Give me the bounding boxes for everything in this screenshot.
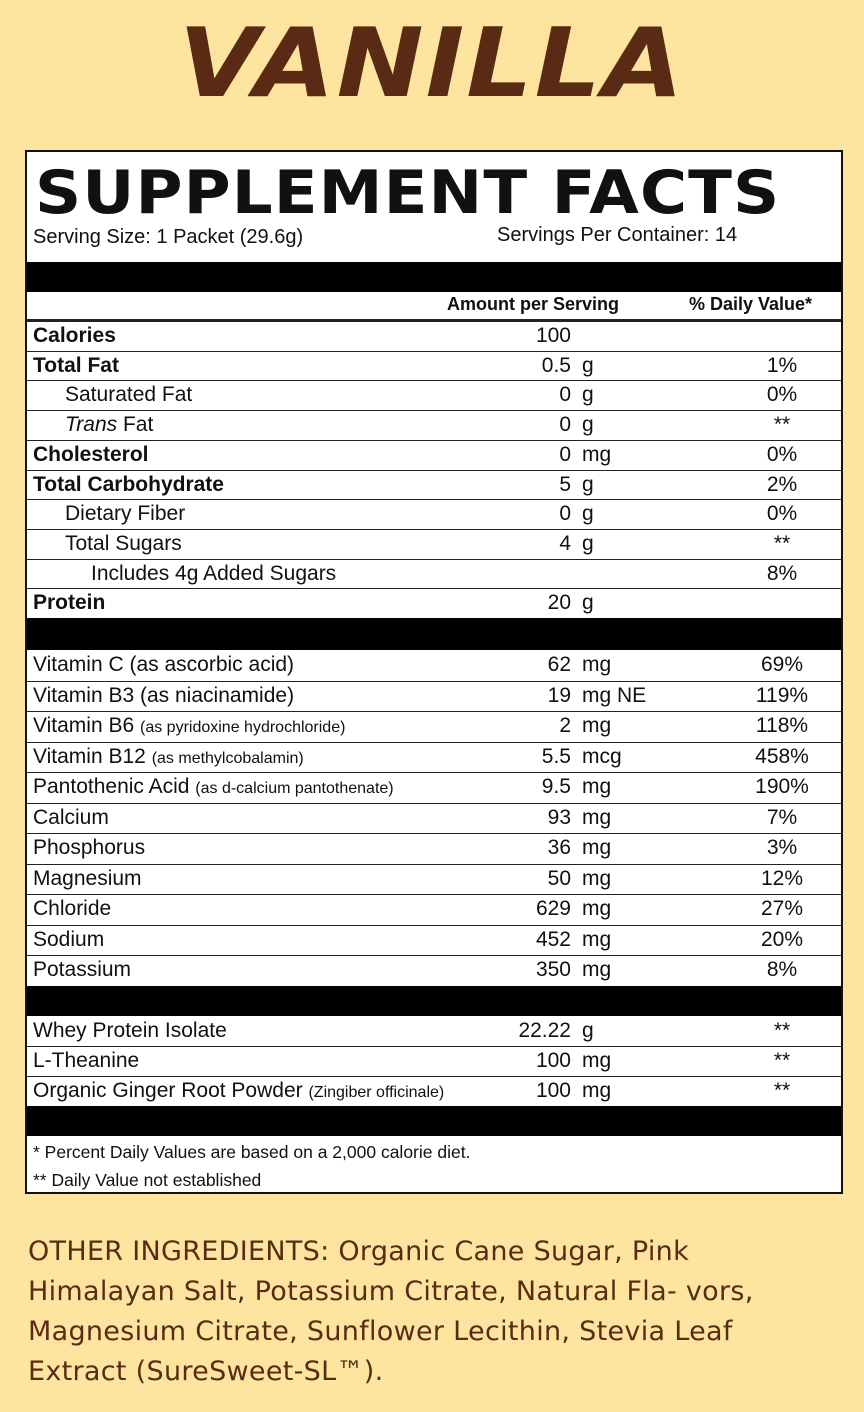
row-daily-value: 0% — [766, 383, 798, 407]
table-row — [27, 742, 841, 773]
row-amount: 93 — [547, 805, 571, 829]
table-row — [27, 894, 841, 925]
facts-heading: SUPPLEMENT FACTS — [35, 158, 781, 228]
table-row — [27, 499, 841, 529]
row-label — [65, 499, 185, 529]
table-row — [27, 470, 841, 500]
row-divider — [27, 588, 841, 589]
table-row — [27, 588, 841, 618]
row-label — [33, 681, 294, 712]
supplement-facts-panel — [25, 150, 843, 1194]
row-label-text: Vitamin B3 (as niacinamide) — [33, 683, 295, 707]
row-label-text: Total Sugars — [65, 531, 182, 555]
servings-per-container: Servings Per Container: 14 — [497, 224, 738, 246]
row-label-text: Chloride — [33, 897, 112, 920]
row-label — [33, 1046, 139, 1076]
row-label-text: Includes 4g Added Sugars — [91, 561, 337, 585]
row-label-rest: Fat — [117, 413, 154, 437]
row-label-text: Total Carbohydrate — [33, 472, 224, 496]
row-unit: g — [582, 591, 594, 615]
row-label-text: Sodium — [33, 927, 105, 951]
row-daily-value: ** — [773, 531, 791, 555]
row-label-text: L-Theanine — [33, 1049, 140, 1072]
table-row — [27, 711, 841, 742]
row-divider — [27, 864, 841, 865]
row-unit: mg — [582, 442, 612, 466]
row-amount: 0 — [559, 413, 571, 437]
row-unit: mg — [582, 714, 612, 737]
row-unit: mcg — [582, 744, 622, 768]
serving-size: Serving Size: 1 Packet (29.6g) — [33, 226, 304, 248]
row-label — [33, 440, 149, 470]
row-divider — [27, 925, 841, 926]
row-amount: 452 — [535, 927, 571, 951]
row-label-text: Saturated Fat — [65, 383, 193, 407]
row-label — [33, 772, 394, 805]
row-unit: g — [582, 1019, 594, 1042]
table-row — [27, 410, 841, 440]
row-label — [65, 410, 153, 440]
table-row — [27, 380, 841, 410]
footnote-not-established: ** Daily Value not established — [33, 1170, 262, 1190]
table-row — [27, 833, 841, 864]
row-label-text: Vitamin B6 — [33, 714, 140, 737]
table-row — [27, 955, 841, 986]
row-amount: 0 — [559, 383, 571, 407]
row-divider — [27, 1046, 841, 1047]
row-unit: g — [582, 531, 594, 555]
row-label — [33, 803, 109, 834]
divider-bar — [27, 986, 841, 1016]
row-daily-value: 8% — [766, 561, 798, 585]
row-amount: 36 — [547, 836, 571, 859]
table-row — [27, 864, 841, 895]
daily-value-header: % Daily Value* — [689, 294, 813, 314]
row-divider — [27, 410, 841, 411]
row-divider — [27, 380, 841, 381]
row-daily-value: 1% — [766, 353, 798, 377]
row-amount: 4 — [559, 531, 571, 555]
row-label — [33, 925, 104, 956]
row-label — [33, 711, 345, 744]
row-label-text: Cholesterol — [33, 442, 149, 466]
table-row — [27, 925, 841, 956]
row-unit: mg — [582, 653, 612, 676]
row-label — [33, 588, 105, 618]
row-daily-value: 69% — [760, 653, 804, 676]
row-daily-value: 0% — [766, 442, 798, 466]
other-ingredients: OTHER INGREDIENTS: Organic Cane Sugar, Pink Himalayan Salt, Potassium Citrate, Natural Fla- vors, Magnesium Citrate, Sunflower Lecithin, Stevia Leaf Extract (SureSweet-SL™). — [28, 1236, 754, 1387]
row-divider — [27, 559, 841, 560]
row-divider — [27, 1076, 841, 1077]
row-unit: g — [582, 353, 594, 377]
table-row — [27, 351, 841, 381]
row-label-detail: (as methylcobalamin) — [151, 749, 304, 767]
table-row — [27, 1046, 841, 1076]
row-label-text: Vitamin C (as ascorbic acid) — [33, 653, 295, 676]
row-label-text: Calcium — [33, 805, 109, 829]
row-divider — [27, 803, 841, 804]
row-label-text: Potassium — [33, 958, 132, 981]
row-amount: 350 — [535, 958, 571, 981]
row-label-detail: (as pyridoxine hydrochloride) — [140, 719, 346, 736]
row-daily-value: ** — [773, 1019, 791, 1042]
row-daily-value: 20% — [760, 927, 804, 951]
row-label — [33, 1016, 227, 1046]
table-row — [27, 772, 841, 803]
row-label-text: Protein — [33, 591, 106, 615]
row-label — [33, 742, 304, 775]
table-row — [27, 681, 841, 712]
row-label — [33, 864, 142, 895]
row-amount: 20 — [547, 591, 571, 615]
footnote-daily-values: * Percent Daily Values are based on a 2,000 calorie diet. — [33, 1142, 471, 1162]
row-unit: mg — [582, 927, 612, 951]
row-amount: 100 — [535, 324, 571, 347]
row-amount: 62 — [547, 653, 571, 676]
row-daily-value: 27% — [760, 897, 804, 920]
row-label-text: Whey Protein Isolate — [33, 1019, 227, 1042]
row-label-text: Total Fat — [33, 353, 119, 377]
row-divider — [27, 711, 841, 712]
row-divider — [27, 894, 841, 895]
row-daily-value: 190% — [755, 775, 809, 798]
row-label-text: Dietary Fiber — [65, 502, 186, 526]
row-amount: 0.5 — [541, 353, 571, 377]
divider-bar — [27, 262, 841, 292]
row-amount: 5 — [559, 472, 571, 496]
row-unit: mg — [582, 836, 612, 859]
row-divider — [27, 440, 841, 441]
row-divider — [27, 681, 841, 682]
row-unit: mg NE — [582, 683, 647, 707]
row-divider — [27, 470, 841, 471]
divider-bar — [27, 1106, 841, 1136]
row-divider — [27, 499, 841, 500]
row-label-text: Organic Ginger Root Powder — [33, 1079, 309, 1102]
row-unit: g — [582, 502, 594, 526]
row-amount: 22.22 — [518, 1019, 571, 1042]
row-amount: 0 — [559, 442, 571, 466]
row-label — [33, 833, 145, 864]
table-row — [27, 1016, 841, 1046]
row-amount: 0 — [559, 502, 571, 526]
table-row — [27, 559, 841, 589]
row-label-text: Calories — [33, 324, 116, 347]
row-unit: g — [582, 383, 594, 407]
row-label-detail: (Zingiber officinale) — [308, 1084, 445, 1101]
row-label-text: Trans — [65, 413, 118, 437]
row-divider — [27, 772, 841, 773]
row-label-text: Vitamin B12 — [33, 744, 152, 768]
amount-header: Amount per Serving — [447, 294, 620, 314]
row-divider — [27, 833, 841, 834]
row-unit: g — [582, 413, 594, 437]
table-row — [27, 529, 841, 559]
row-unit: mg — [582, 805, 612, 829]
row-amount: 9.5 — [541, 775, 571, 798]
row-unit: mg — [582, 1079, 612, 1102]
row-daily-value: ** — [773, 413, 791, 437]
table-row — [27, 803, 841, 834]
row-label — [91, 559, 336, 589]
table-row — [27, 650, 841, 681]
row-label — [33, 351, 119, 381]
row-label — [33, 955, 131, 986]
row-label — [65, 529, 182, 559]
row-label — [33, 650, 294, 681]
row-daily-value: 0% — [766, 502, 798, 526]
row-divider — [27, 955, 841, 956]
row-unit: mg — [582, 866, 612, 890]
row-unit: mg — [582, 897, 612, 920]
table-row — [27, 440, 841, 470]
row-amount: 5.5 — [541, 744, 571, 768]
row-label-detail: (as d-calcium pantothenate) — [195, 780, 394, 797]
row-amount: 100 — [535, 1079, 571, 1102]
row-unit: mg — [582, 775, 612, 798]
row-divider — [27, 351, 841, 352]
row-daily-value: 7% — [766, 805, 798, 829]
table-row — [27, 321, 841, 351]
row-label-text: Magnesium — [33, 866, 142, 890]
row-unit: g — [582, 472, 594, 496]
row-label-text: Pantothenic Acid — [33, 775, 196, 798]
row-label — [33, 470, 224, 500]
row-amount: 2 — [559, 714, 571, 737]
row-daily-value: ** — [773, 1049, 791, 1072]
row-label — [33, 321, 116, 351]
row-daily-value: 12% — [760, 866, 804, 890]
row-unit: mg — [582, 1049, 612, 1072]
row-label — [33, 1076, 444, 1108]
row-daily-value: 119% — [755, 683, 809, 707]
row-label — [65, 380, 192, 410]
row-daily-value: 458% — [755, 744, 809, 768]
row-divider — [27, 529, 841, 530]
row-daily-value: 118% — [755, 714, 809, 737]
row-divider — [27, 742, 841, 743]
row-daily-value: 2% — [766, 472, 798, 496]
row-label — [33, 894, 111, 925]
row-unit: mg — [582, 958, 612, 981]
row-daily-value: 3% — [766, 836, 798, 859]
row-amount: 100 — [535, 1049, 571, 1072]
flavor-title: VANILLA — [178, 6, 686, 120]
row-amount: 19 — [547, 683, 571, 707]
table-row — [27, 1076, 841, 1106]
row-amount: 629 — [535, 897, 571, 920]
row-daily-value: 8% — [766, 958, 798, 981]
row-amount: 50 — [547, 866, 571, 890]
divider-bar — [27, 618, 841, 650]
row-label-text: Phosphorus — [33, 836, 146, 859]
row-daily-value: ** — [773, 1079, 791, 1102]
